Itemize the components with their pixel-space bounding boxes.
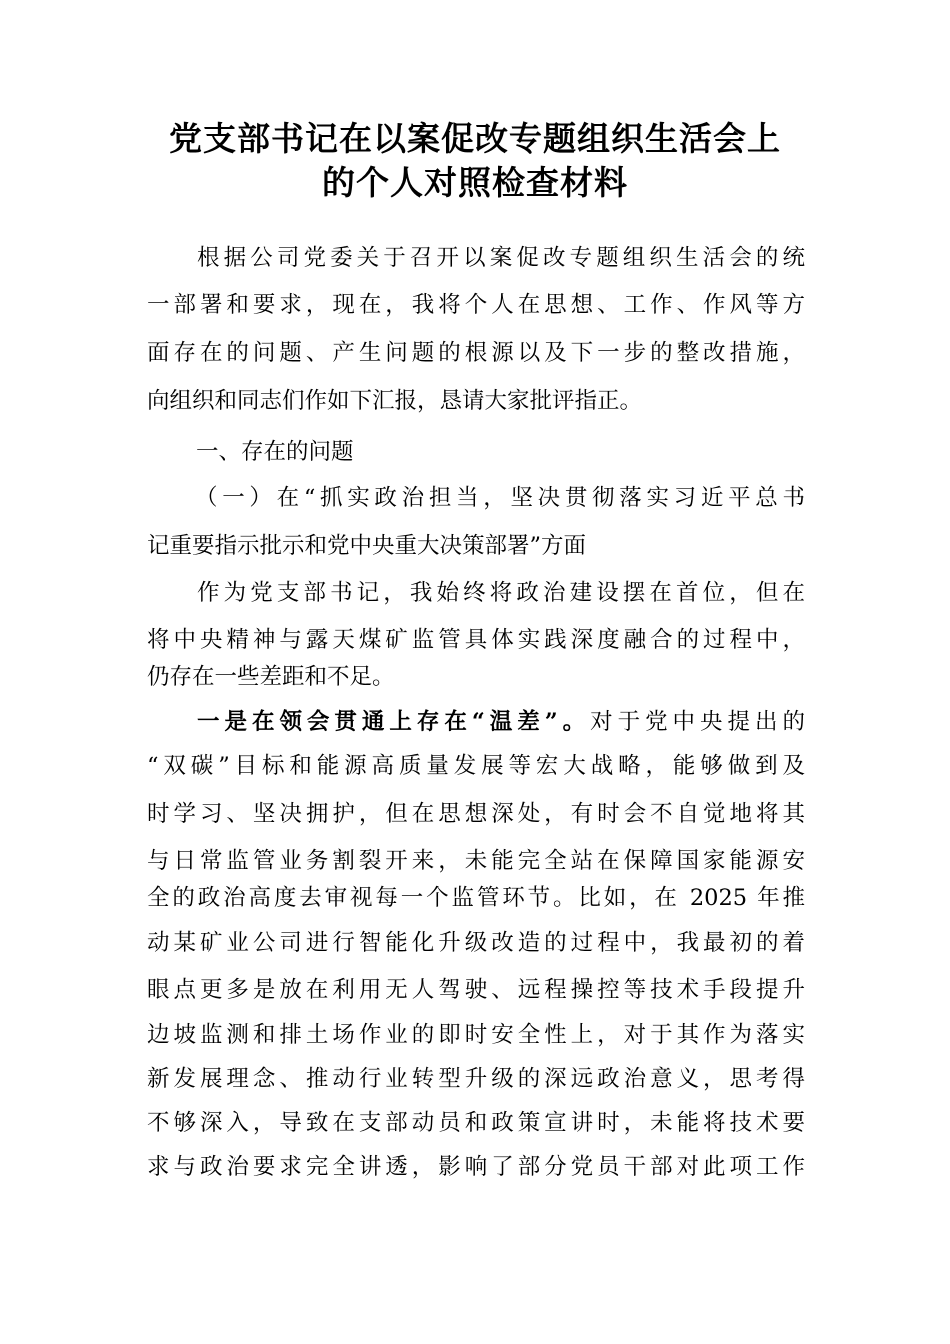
document-title-line-2: 的个人对照检查材料 (322, 163, 628, 202)
para1-line-1: 作为党支部书记，我始终将政治建设摆在首位，但在 (197, 580, 805, 606)
intro-line-4: 向组织和同志们作如下汇报，恳请大家批评指正。 (147, 388, 643, 414)
point1-line-6: 动某矿业公司进行智能化升级改造的过程中，我最初的着 (147, 930, 805, 956)
document-title-line-1: 党支部书记在以案促改专题组织生活会上 (169, 119, 781, 158)
section-heading: 一、存在的问题 (196, 439, 354, 465)
point1-line-11: 求与政治要求完全讲透，影响了部分党员干部对此项工作 (147, 1154, 805, 1180)
intro-line-1: 根据公司党委关于召开以案促改专题组织生活会的统 (197, 245, 805, 271)
subsection-heading-line-1: （一）在“抓实政治担当，坚决贯彻落实习近平总书 (195, 485, 805, 511)
para1-line-3: 仍存在一些差距和不足。 (147, 664, 395, 690)
point1-line-5: 全的政治高度去审视每一个监管环节。比如，在 2025 年推 (147, 885, 805, 911)
point1-line-7: 眼点更多是放在利用无人驾驶、远程操控等技术手段提升 (147, 977, 805, 1003)
point1-line-8: 边坡监测和排土场作业的即时安全性上，对于其作为落实 (147, 1022, 805, 1048)
point1-line-10: 不够深入，导致在支部动员和政策宣讲时，未能将技术要 (147, 1110, 805, 1136)
point1-line-1 (197, 707, 805, 737)
para1-line-2: 将中央精神与露天煤矿监管具体实践深度融合的过程中， (147, 627, 805, 653)
intro-line-2: 一部署和要求，现在，我将个人在思想、工作、作风等方 (147, 292, 805, 318)
point1-line-9: 新发展理念、推动行业转型升级的深远政治意义，思考得 (147, 1066, 805, 1092)
intro-line-3: 面存在的问题、产生问题的根源以及下一步的整改措施， (147, 340, 805, 366)
point1-line-3: 时学习、坚决拥护，但在思想深处，有时会不自觉地将其 (147, 801, 805, 827)
point1-lead: 一是在领会贯通上存在“温差”。 (197, 709, 591, 735)
point1-lead-rest: 对于党中央提出的 (590, 709, 805, 735)
subsection-heading-line-2: 记重要指示批示和党中央重大决策部署”方面 (147, 533, 587, 559)
point1-line-4: 与日常监管业务割裂开来，未能完全站在保障国家能源安 (147, 848, 805, 874)
point1-line-2: “双碳”目标和能源高质量发展等宏大战略，能够做到及 (147, 753, 805, 779)
